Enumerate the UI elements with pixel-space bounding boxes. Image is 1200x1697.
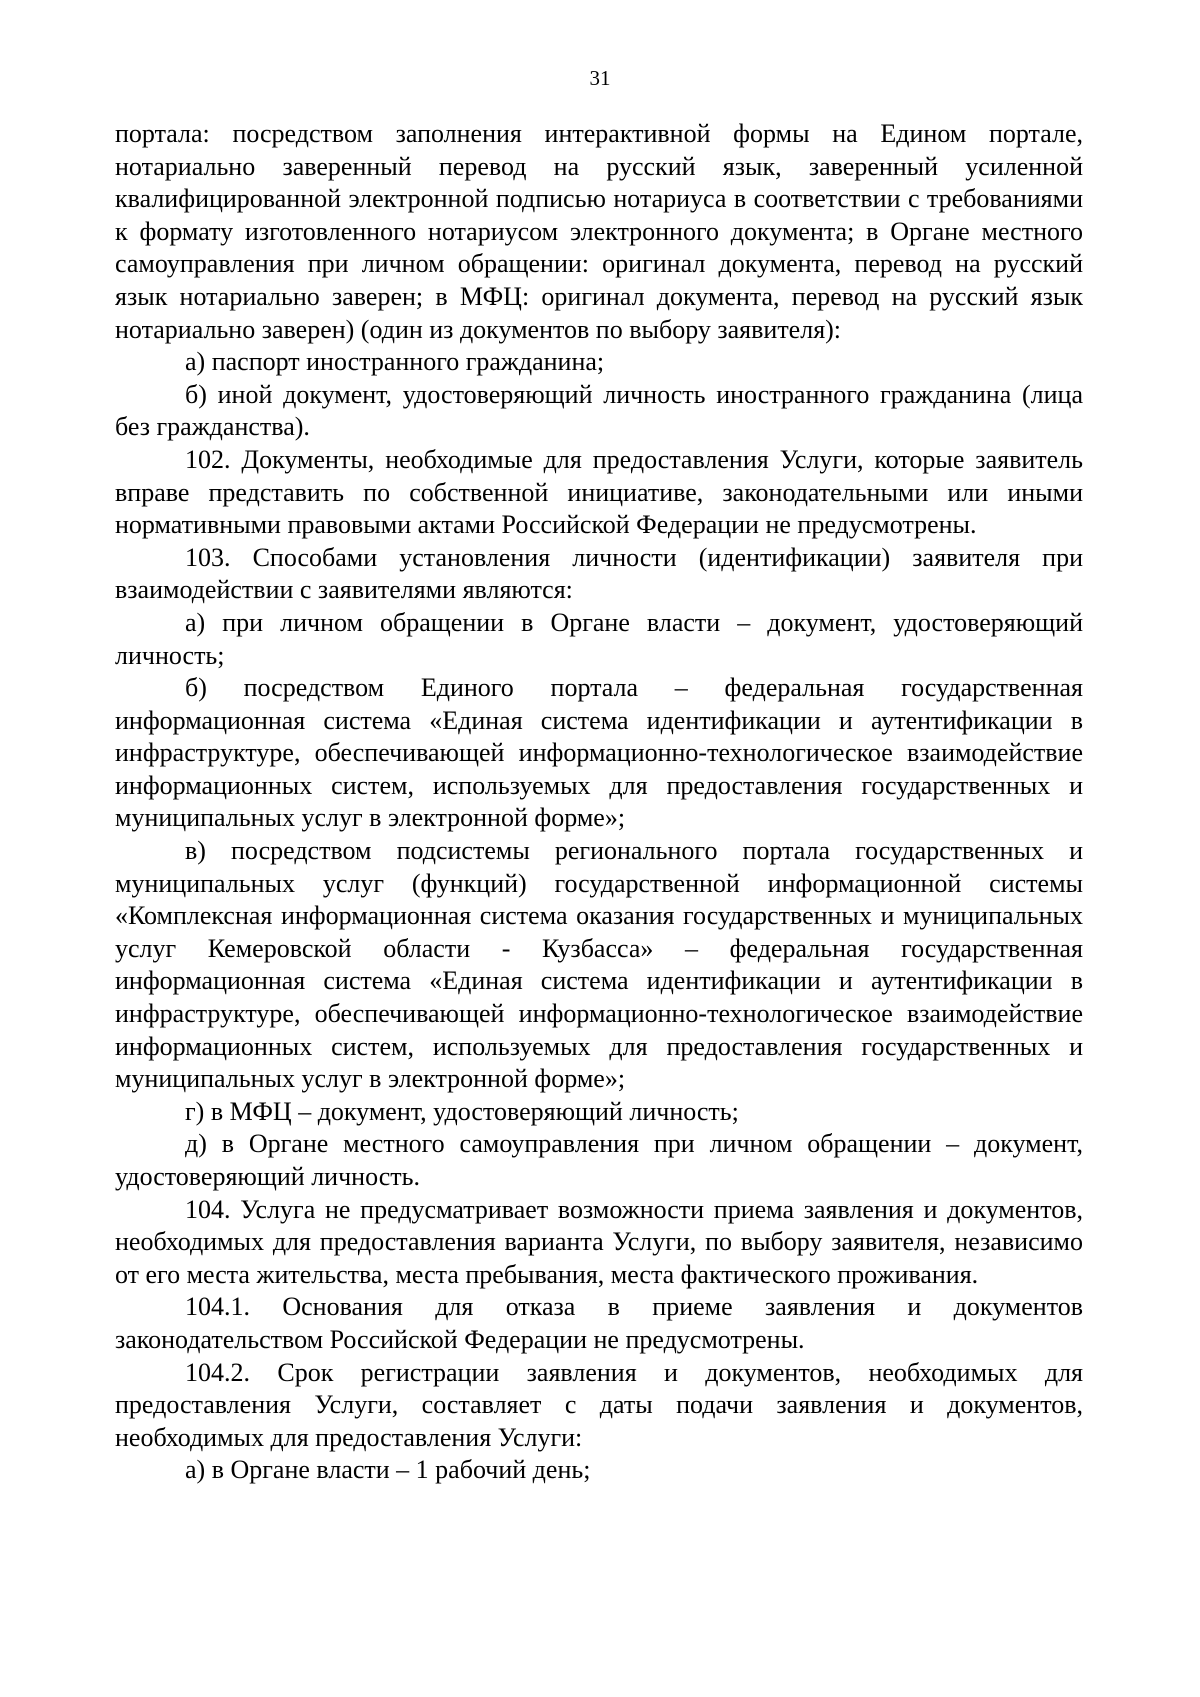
list-item-b-unified-portal: б) посредством Единого портала – федеральная государственная информационная система «Единая система идентификации и аутентификации в инфраструктуре, обеспечивающей информационно-технологическое взаимодействие информационных систем, используемых для предоставления государственных и муниципальных услуг в электронной форме»; xyxy=(115,673,1083,833)
paragraph-104: 104. Услуга не предусматривает возможности приема заявления и документов, необходимых для предоставления варианта Услуги, по выбору заявителя, независимо от его места жительства, места пребывания, места фактического проживания. xyxy=(115,1194,1083,1289)
list-item-b-other-document: б) иной документ, удостоверяющий личность иностранного гражданина (лица без гражданства). xyxy=(115,379,1083,442)
list-item-a-authority: а) в Органе власти – 1 рабочий день; xyxy=(185,1455,591,1485)
list-item-g-mfc: г) в МФЦ – документ, удостоверяющий личность; xyxy=(185,1096,739,1126)
paragraph-102: 102. Документы, необходимые для предоставления Услуги, которые заявитель вправе представить по собственной инициативе, законодательными или иными нормативными правовыми актами Российской Федерации не предусмотрены. xyxy=(115,444,1083,540)
paragraph-104-1: 104.1. Основания для отказа в приеме заявления и документов законодательством Российской Федерации не предусмотрены. xyxy=(115,1292,1083,1354)
paragraph-104-2: 104.2. Срок регистрации заявления и документов, необходимых для предоставления Услуги, составляет с даты подачи заявления и документов, необходимых для предоставления Услуги: xyxy=(115,1357,1083,1452)
list-item-a-personal-visit: а) при личном обращении в Органе власти – документ, удостоверяющий личность; xyxy=(115,607,1083,670)
paragraph-103: 103. Способами установления личности (идентификации) заявителя при взаимодействии с заявителями являются: xyxy=(115,542,1083,605)
paragraph-continuation: портала: посредством заполнения интерактивной формы на Едином портале, нотариально заверенный перевод на русский язык, заверенный усиленной квалифицированной электронной подписью нотариуса в соответствии с требованиями к формату изготовленного нотариусом электронного документа; в Органе местного самоуправления при личном обращении: оригинал документа, перевод на русский язык нотариально заверен; в МФЦ: оригинал документа, перевод на русский язык нотариально заверен) (один из документов по выбору заявителя): xyxy=(115,119,1083,344)
list-item-d-local-government: д) в Органе местного самоуправления при личном обращении – документ, удостоверяющий личность. xyxy=(115,1129,1083,1191)
list-item-v-regional-portal: в) посредством подсистемы регионального портала государственных и муниципальных услуг (функций) государственной информационной системы «Комплексная информационная система оказания государственных и муниципальных услуг Кемеровской области - Кузбасса» – федеральная государственная информационная система «Единая система идентификации и аутентификации в инфраструктуре, обеспечивающей информационно-технологическое взаимодействие информационных систем, используемых для предоставления государственных и муниципальных услуг в электронной форме»; xyxy=(115,836,1083,1094)
document-body xyxy=(115,118,1083,1487)
list-item-a-passport: а) паспорт иностранного гражданина; xyxy=(185,347,605,377)
page-number: 31 xyxy=(589,66,611,90)
